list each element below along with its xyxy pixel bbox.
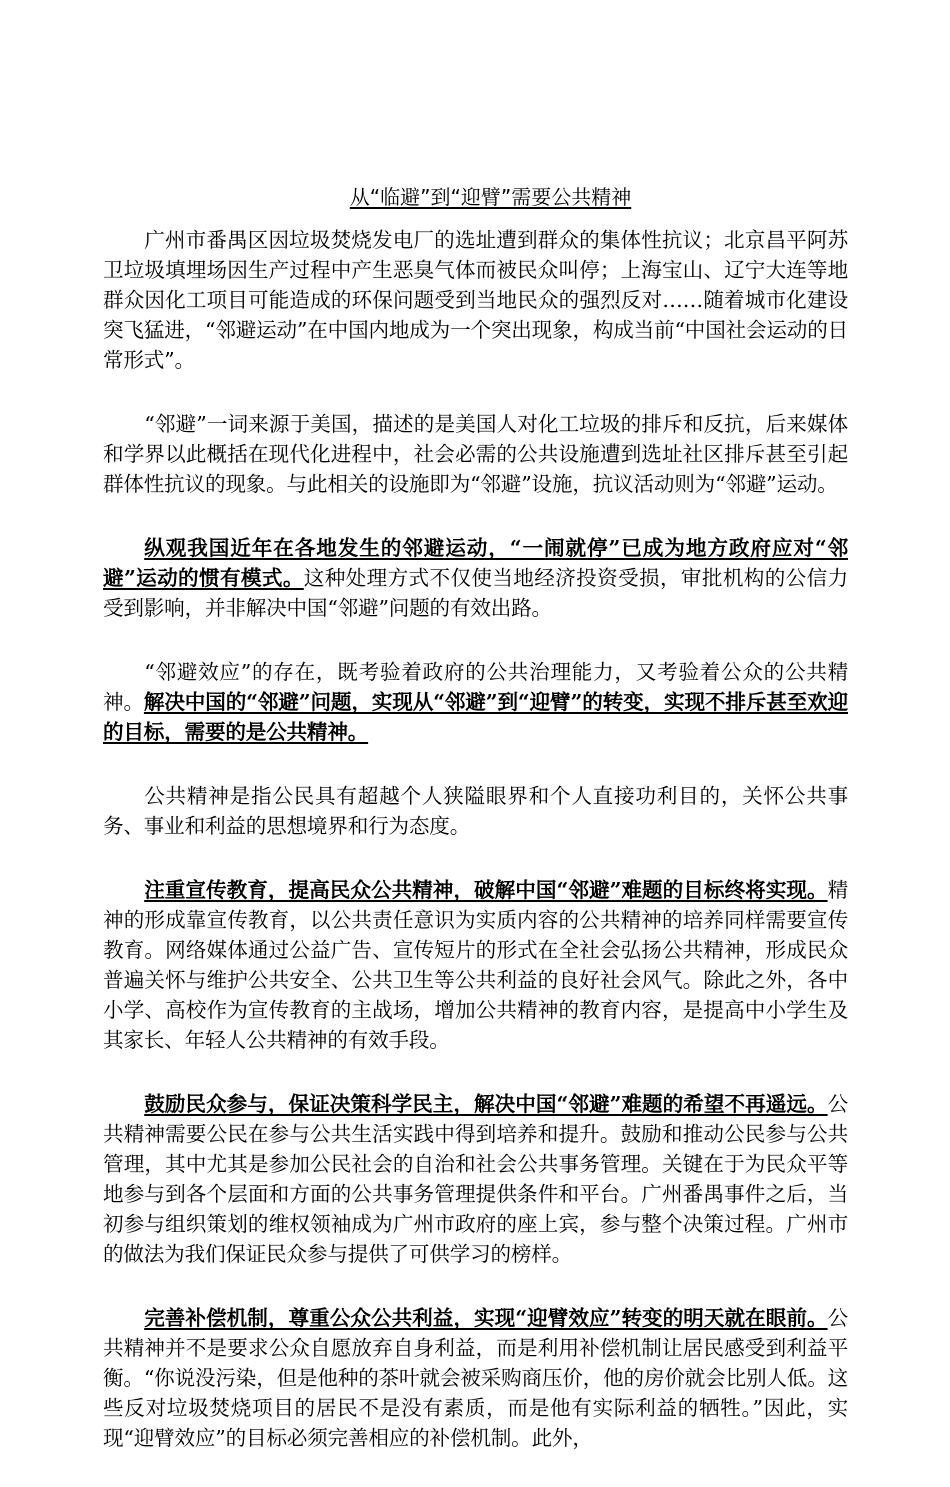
paragraph-6 bbox=[103, 875, 848, 1055]
paragraph-text: “邻避”一词来源于美国，描述的是美国人对化工垃圾的排斥和反抗，后来媒体和学界以此概括在现代化进程中，社会必需的公共设施遭到选址社区排斥甚至引起群体性抗议的现象。与此相关的设施即为“邻避”设施，抗议活动则为“邻避”运动。 bbox=[103, 412, 848, 496]
paragraph-text: 这种处理方式不仅使当地经济投资受损，审批机构的公信力受到影响，并非解决中国“邻避”问题的有效出路。 bbox=[103, 566, 848, 620]
paragraph-text: 公共精神需要公民在参与公共生活实践中得到培养和提升。鼓励和推动公民参与公共管理，其中尤其是参加公民社会的自治和社会公共事务管理。关键在于为民众平等地参与到各个层面和方面的公共事务管理提供条件和平台。广州番禺事件之后，当初参与组织策划的维权领袖成为广州市政府的座上宾，参与整个决策过程。广州市的做法为我们保证民众参与提供了可供学习的榜样。 bbox=[103, 1092, 848, 1266]
paragraph-emphasis: 纵观我国近年在各地发生的邻避运动，“一闹就停”已成为地方政府应对“邻避”运动的惯有模式。 bbox=[103, 536, 848, 590]
paragraph-emphasis: 完善补偿机制，尊重公众公共利益，实现“迎臂效应”转变的明天就在眼前。 bbox=[144, 1306, 828, 1330]
paragraph-4 bbox=[103, 657, 848, 747]
paragraph-text: 精神的形成靠宣传教育，以公共责任意识为实质内容的公共精神的培养同样需要宣传教育。网络媒体通过公益广告、宣传短片的形式在全社会弘扬公共精神，形成民众普遍关怀与维护公共安全、公共卫生等公共利益的良好社会风气。除此之外，各中小学、高校作为宣传教育的主战场，增加公共精神的教育内容，是提高中小学生及其家长、年轻人公共精神的有效手段。 bbox=[103, 878, 848, 1052]
document-page bbox=[103, 181, 848, 1487]
paragraph-emphasis: 解决中国的“邻避”问题，实现从“邻避”到“迎臂”的转变，实现不排斥甚至欢迎的目标，需要的是公共精神。 bbox=[103, 690, 848, 744]
paragraph-8 bbox=[103, 1303, 848, 1453]
paragraph-emphasis: 鼓励民众参与，保证决策科学民主，解决中国“邻避”难题的希望不再遥远。 bbox=[144, 1092, 828, 1116]
paragraph-1 bbox=[103, 225, 848, 375]
paragraph-5 bbox=[103, 781, 848, 841]
paragraph-3 bbox=[103, 533, 848, 623]
paragraph-text: 广州市番禺区因垃圾焚烧发电厂的选址遭到群众的集体性抗议；北京昌平阿苏卫垃圾填埋场因生产过程中产生恶臭气体而被民众叫停；上海宝山、辽宁大连等地群众因化工项目可能造成的环保问题受到当地民众的强烈反对……随着城市化建设突飞猛进，“邻避运动”在中国内地成为一个突出现象，构成当前“中国社会运动的日常形式”。 bbox=[103, 228, 848, 372]
paragraph-emphasis: 注重宣传教育，提高民众公共精神，破解中国“邻避”难题的目标终将实现。 bbox=[144, 878, 828, 902]
paragraph-text: 公共精神是指公民具有超越个人狭隘眼界和个人直接功利目的，关怀公共事务、事业和利益的思想境界和行为态度。 bbox=[103, 784, 848, 838]
document-title: 从“临避”到“迎臂”需要公共精神 bbox=[349, 185, 632, 209]
paragraph-text: 公共精神并不是要求公众自愿放弃自身利益，而是利用补偿机制让居民感受到利益平衡。“你说没污染，但是他种的茶叶就会被采购商压价，他的房价就会比别人低。这些反对垃圾焚烧项目的居民不是没有素质，而是他有实际利益的牺牲。”因此，实现“迎臂效应”的目标必须完善相应的补偿机制。此外， bbox=[103, 1306, 848, 1450]
paragraph-7 bbox=[103, 1089, 848, 1269]
paragraph-2 bbox=[103, 409, 848, 499]
paragraph-lead: “邻避效应”的存在，既考验着政府的公共治理能力，又考验着公众的公共精神。 bbox=[103, 660, 848, 714]
